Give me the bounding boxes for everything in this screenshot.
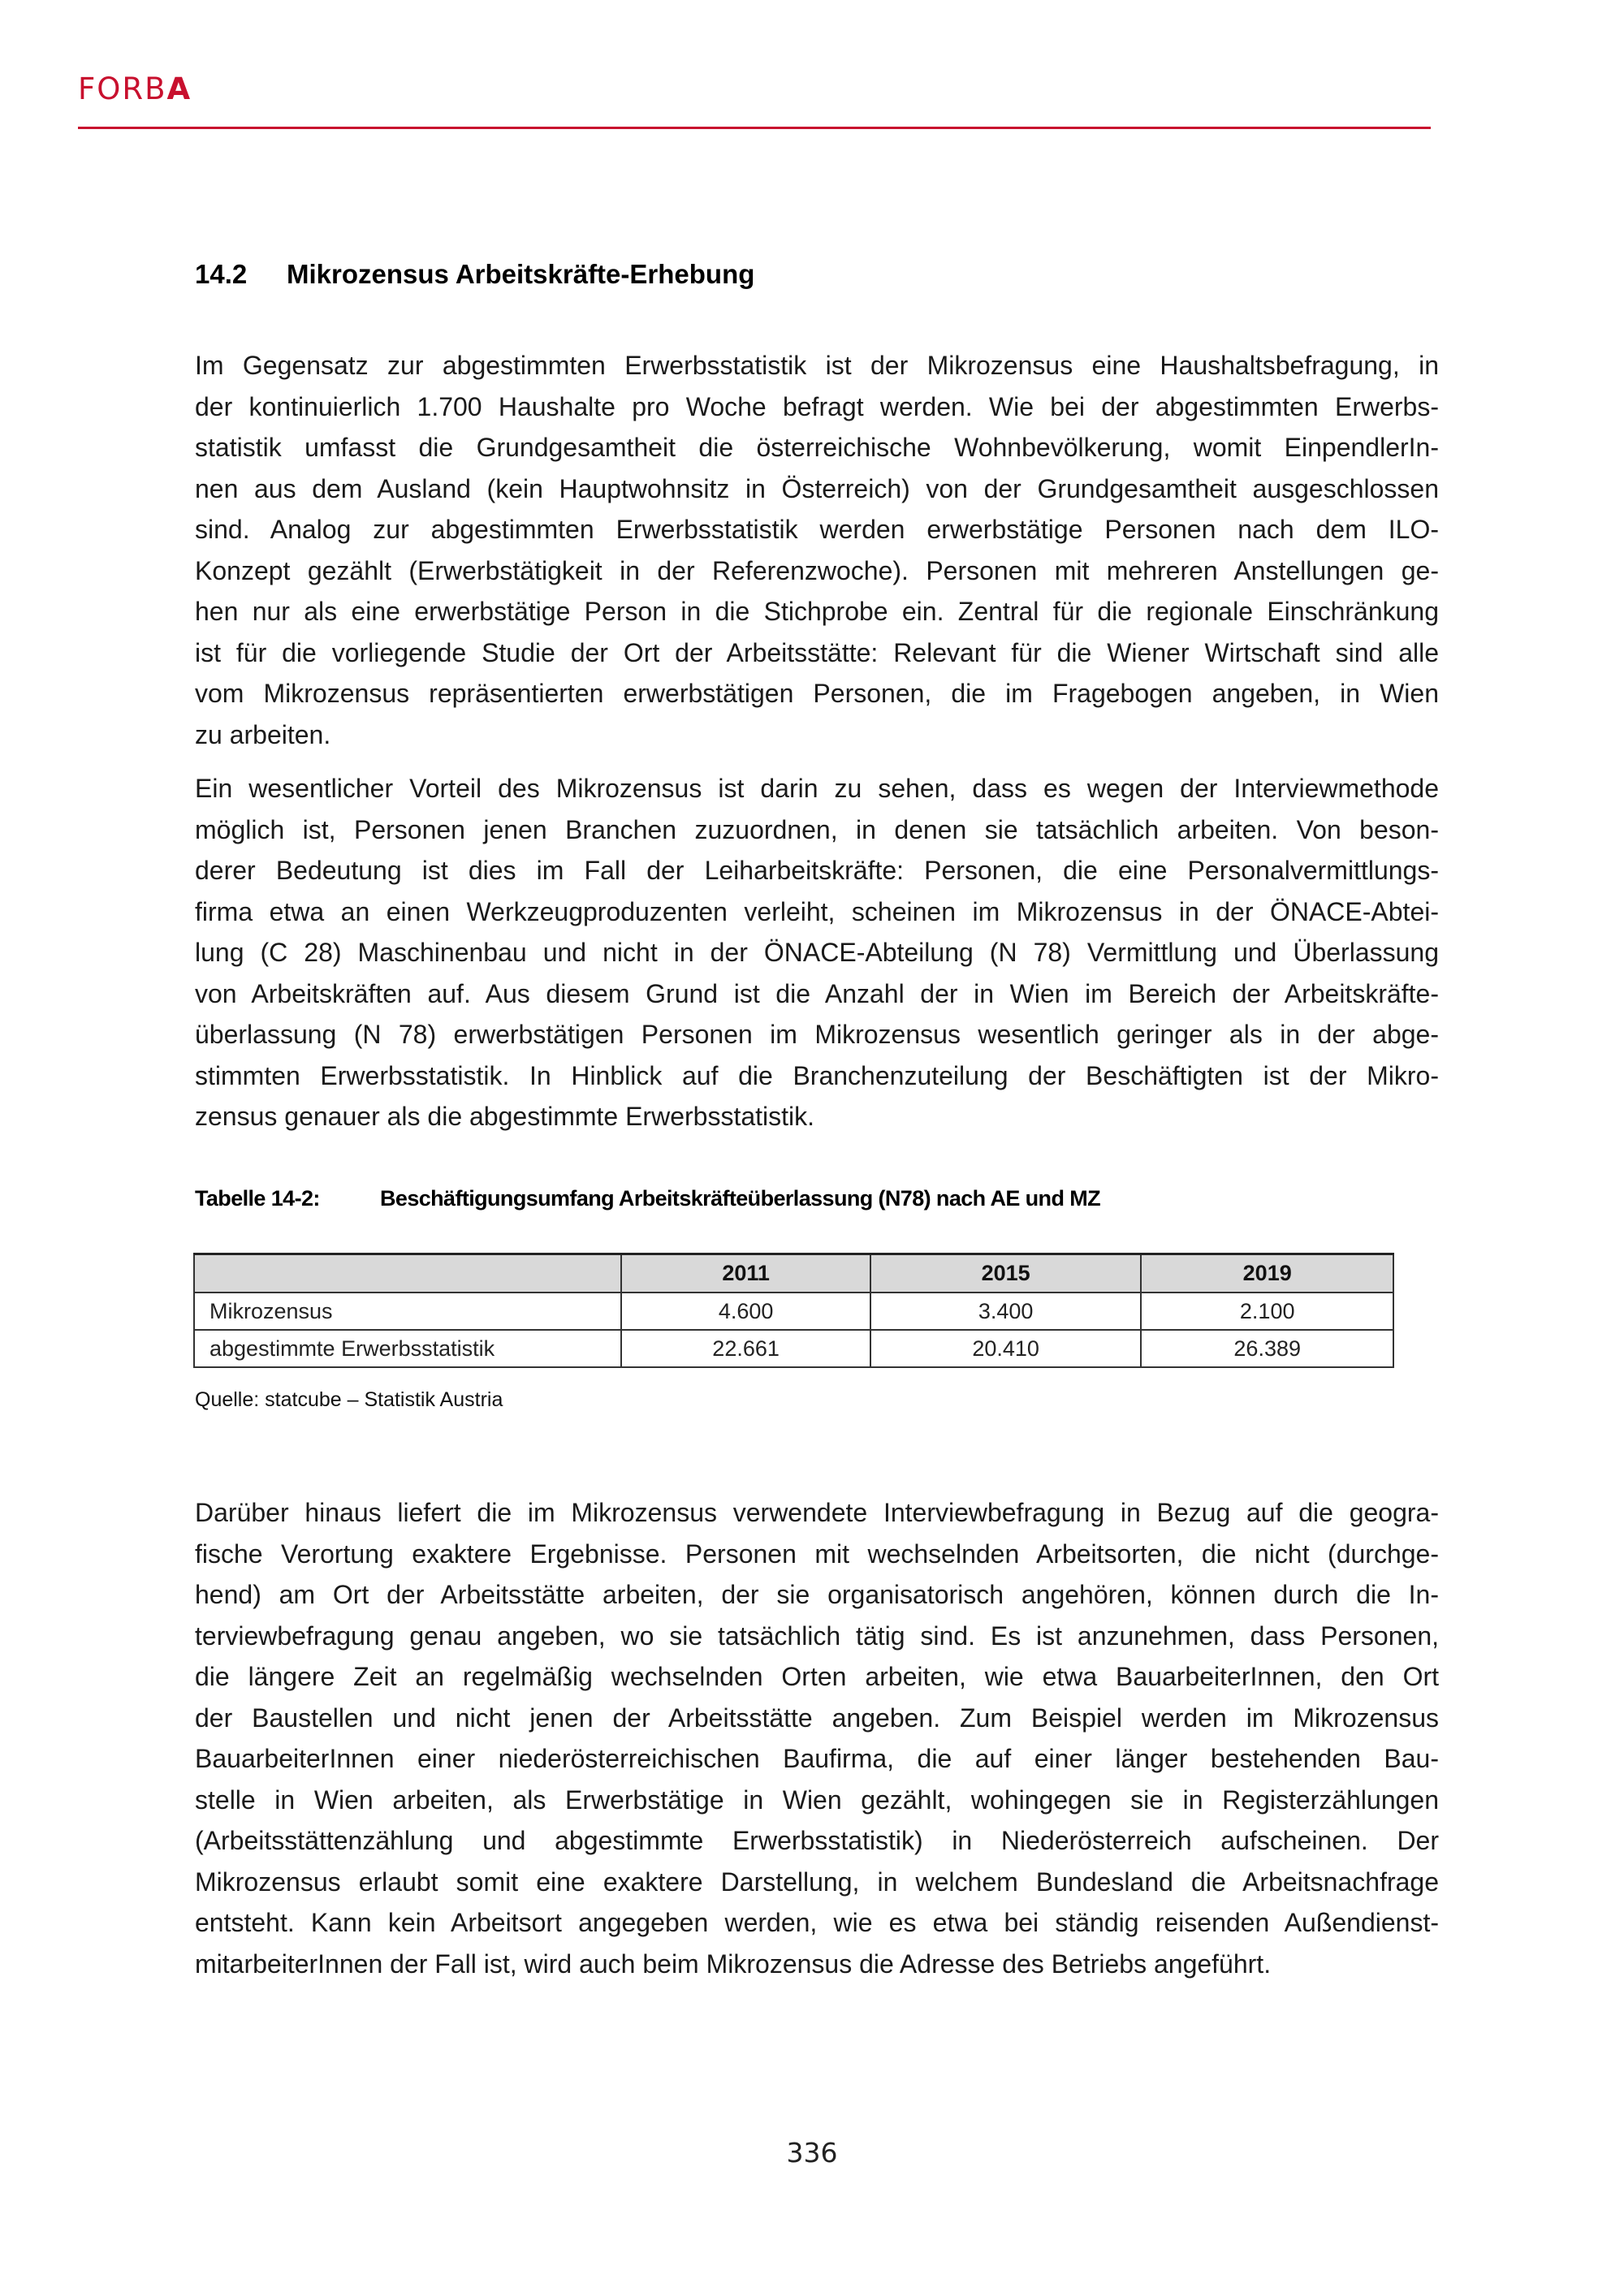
table-row [194, 1293, 1393, 1330]
column-header: 2019 [1141, 1254, 1393, 1293]
paragraph-1 [195, 345, 1439, 755]
text-line: Darüber hinaus liefert die im Mikrozensus verwendete Interviewbefragung in Bezug auf die geogra- [195, 1498, 1439, 1527]
column-header: 2015 [870, 1254, 1142, 1293]
text-line: (Arbeitsstättenzählung und abgestimmte Erwerbsstatistik) in Niederösterreich aufscheinen. Der [195, 1826, 1439, 1855]
text-line: statistik umfasst die Grundgesamtheit die österreichische Wohnbevölkerung, womit EinpendlerIn- [195, 433, 1439, 462]
table-row [194, 1330, 1393, 1367]
text-line: nen aus dem Ausland (kein Hauptwohnsitz in Österreich) von der Grundgesamtheit ausgeschlossen [195, 473, 1439, 503]
text-line: zensus genauer als die abgestimmte Erwerbsstatistik. [195, 1102, 815, 1131]
section-title: Mikrozensus Arbeitskräfte-Erhebung [287, 259, 755, 289]
table-cell: 20.410 [870, 1330, 1142, 1367]
text-line: stimmten Erwerbsstatistik. In Hinblick auf die Branchenzuteilung der Beschäftigten ist der Mikro- [195, 1060, 1439, 1090]
text-line: entsteht. Kann kein Arbeitsort angegeben werden, wie es etwa bei ständig reisenden Außendienst- [195, 1908, 1439, 1937]
table-caption-title: Beschäftigungsumfang Arbeitskräfteüberlassung (N78) nach AE und MZ [380, 1186, 1101, 1211]
text-line: Konzept gezählt (Erwerbstätigkeit in der Referenzwoche). Personen mit mehreren Anstellungen ge- [195, 555, 1439, 585]
column-header [194, 1254, 621, 1293]
text-line: der Baustellen und nicht jenen der Arbeitsstätte angeben. Zum Beispiel werden im Mikrozensus [195, 1703, 1439, 1733]
text-line: vom Mikrozensus repräsentierten erwerbstätigen Personen, die im Fragebogen angeben, in Wien [195, 679, 1439, 708]
employment-table [193, 1253, 1394, 1368]
text-line: überlassung (N 78) erwerbstätigen Personen im Mikrozensus wesentlich geringer als in der abge- [195, 1020, 1439, 1049]
table-cell: 4.600 [621, 1293, 870, 1330]
text-line: stelle in Wien arbeiten, als Erwerbstätige in Wien gezählt, wohingegen sie in Registerzählungen [195, 1785, 1439, 1815]
section-heading [195, 258, 754, 291]
row-label: Mikrozensus [194, 1293, 621, 1330]
text-line: mitarbeiterInnen der Fall ist, wird auch beim Mikrozensus die Adresse des Betriebs angeführt. [195, 1949, 1272, 1979]
text-line: hend) am Ort der Arbeitsstätte arbeiten, der sie organisatorisch angehören, können durch die In- [195, 1580, 1439, 1609]
text-line: hen nur als eine erwerbstätige Person in die Stichprobe ein. Zentral für die regionale Einschränkung [195, 597, 1439, 626]
text-line: BauarbeiterInnen einer niederösterreichischen Baufirma, die auf einer länger bestehenden Bau- [195, 1744, 1439, 1773]
page-number: 336 [786, 2137, 838, 2169]
row-label: abgestimmte Erwerbsstatistik [194, 1330, 621, 1367]
text-line: fische Verortung exaktere Ergebnisse. Personen mit wechselnden Arbeitsorten, die nicht (durchge- [195, 1539, 1439, 1569]
table-cell: 3.400 [870, 1293, 1142, 1330]
text-line: zu arbeiten. [195, 719, 331, 749]
text-line: Im Gegensatz zur abgestimmten Erwerbsstatistik ist der Mikrozensus eine Haushaltsbefragung, in [195, 351, 1439, 380]
table-caption-label: Tabelle 14-2: [195, 1186, 320, 1211]
text-line: lung (C 28) Maschinenbau und nicht in der ÖNACE-Abteilung (N 78) Vermittlung und Überlassung [195, 938, 1439, 967]
text-line: die längere Zeit an regelmäßig wechselnden Orten arbeiten, wie etwa BauarbeiterInnen, den Ort [195, 1662, 1439, 1691]
logo-bold-text: A [166, 71, 192, 106]
table-caption [195, 1185, 1100, 1212]
text-line: möglich ist, Personen jenen Branchen zuzuordnen, in denen sie tatsächlich arbeiten. Von beson- [195, 814, 1439, 844]
text-line: derer Bedeutung ist dies im Fall der Leiharbeitskräfte: Personen, die eine Personalvermittlungs- [195, 856, 1439, 885]
text-line: sind. Analog zur abgestimmten Erwerbsstatistik werden erwerbstätige Personen nach dem ILO- [195, 515, 1439, 544]
table-source: Quelle: statcube – Statistik Austria [195, 1388, 503, 1411]
paragraph-2 [195, 768, 1439, 1137]
table-cell: 22.661 [621, 1330, 870, 1367]
table-cell: 26.389 [1141, 1330, 1393, 1367]
table-header-row [194, 1254, 1393, 1293]
paragraph-3 [195, 1492, 1439, 1984]
text-line: ist für die vorliegende Studie der Ort der Arbeitsstätte: Relevant für die Wiener Wirtschaft sind alle [195, 637, 1439, 667]
column-header: 2011 [621, 1254, 870, 1293]
text-line: firma etwa an einen Werkzeugproduzenten verleiht, scheinen im Mikrozensus in der ÖNACE-Abtei- [195, 896, 1439, 926]
table-cell: 2.100 [1141, 1293, 1393, 1330]
text-line: der kontinuierlich 1.700 Haushalte pro Woche befragt werden. Wie bei der abgestimmten Erwerbs- [195, 391, 1439, 421]
text-line: Mikrozensus erlaubt somit eine exaktere Darstellung, in welchem Bundesland die Arbeitsnachfrage [195, 1867, 1439, 1897]
text-line: von Arbeitskräften auf. Aus diesem Grund ist die Anzahl der in Wien im Bereich der Arbeitskräfte- [195, 978, 1439, 1008]
section-number: 14.2 [195, 259, 248, 289]
forba-logo [78, 71, 192, 107]
text-line: Ein wesentlicher Vorteil des Mikrozensus ist darin zu sehen, dass es wegen der Interviewmethode [195, 774, 1439, 803]
header-divider [78, 127, 1431, 129]
text-line: terviewbefragung genau angeben, wo sie tatsächlich tätig sind. Es ist anzunehmen, dass Personen, [195, 1621, 1439, 1651]
logo-light-text: FORB [78, 71, 167, 106]
